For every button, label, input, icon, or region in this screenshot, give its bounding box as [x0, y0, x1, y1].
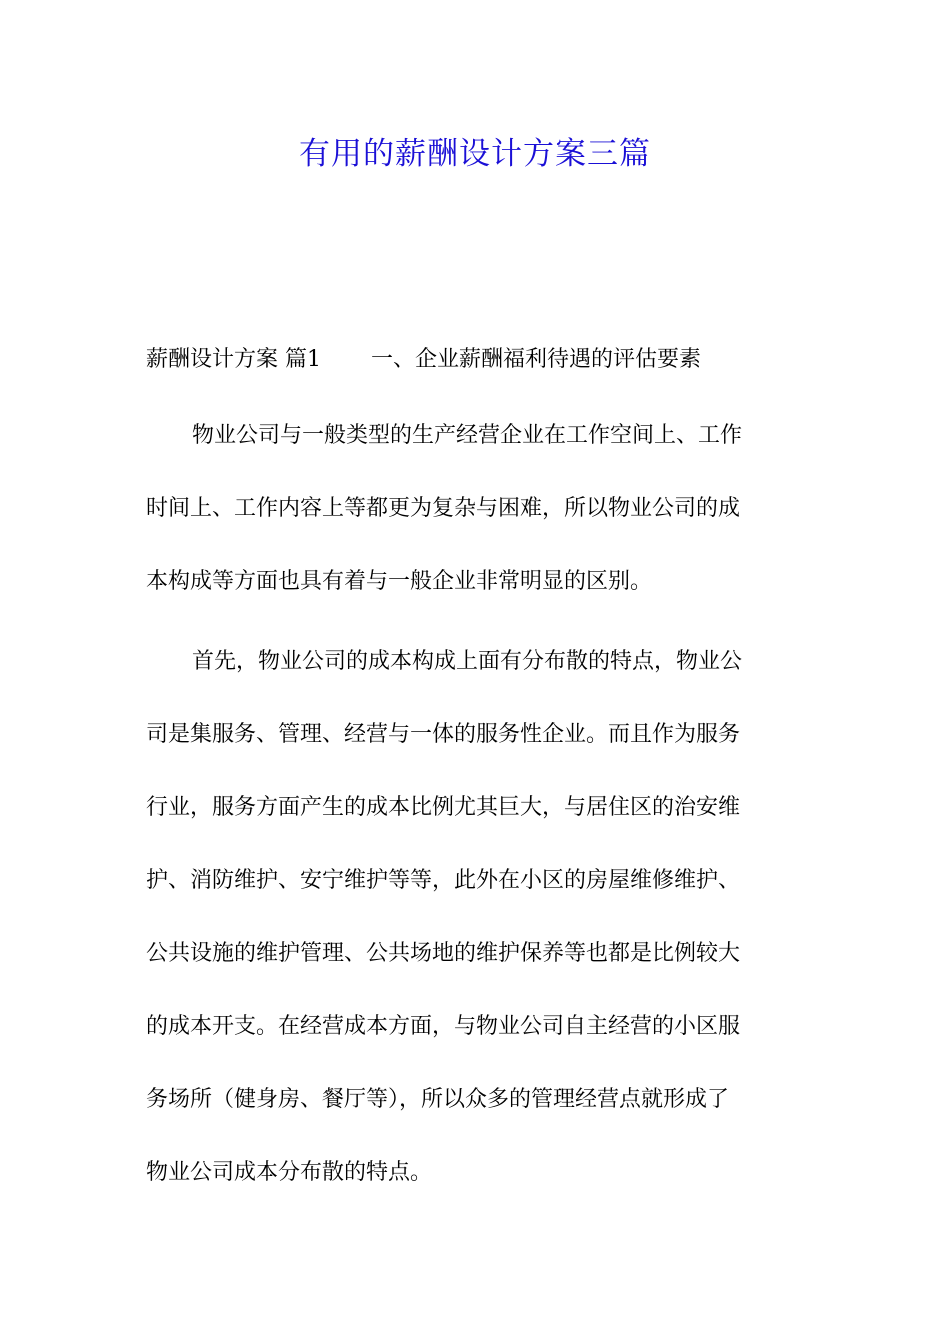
section-heading	[146, 344, 701, 376]
section-subheading: 一、企业薪酬福利待遇的评估要素	[371, 347, 702, 372]
paragraph-2	[146, 625, 806, 1209]
paragraph-line: 务场所（健身房、餐厅等），所以众多的管理经营点就形成了	[146, 1087, 730, 1112]
paragraph-line: 护、消防维护、安宁维护等等，此外在小区的房屋维修维护、	[146, 868, 741, 893]
paragraph-line: 行业，服务方面产生的成本比例尤其巨大，与居住区的治安维	[146, 795, 741, 820]
paragraph-line: 公共设施的维护管理、公共场地的维护保养等也都是比例较大	[146, 941, 741, 966]
paragraph-line: 司是集服务、管理、经营与一体的服务性企业。而且作为服务	[146, 722, 741, 747]
paragraph-line: 物业公司成本分布散的特点。	[146, 1160, 433, 1185]
paragraph-line: 本构成等方面也具有着与一般企业非常明显的区别。	[146, 569, 653, 594]
section-label: 薪酬设计方案 篇1	[146, 347, 321, 372]
paragraph-1	[146, 399, 806, 618]
paragraph-line: 首先，物业公司的成本构成上面有分布散的特点，物业公	[192, 649, 743, 674]
paragraph-line: 时间上、工作内容上等都更为复杂与困难，所以物业公司的成	[146, 496, 741, 521]
document-title: 有用的薪酬设计方案三篇	[299, 136, 651, 172]
paragraph-line: 的成本开支。在经营成本方面，与物业公司自主经营的小区服	[146, 1014, 741, 1039]
paragraph-line: 物业公司与一般类型的生产经营企业在工作空间上、工作	[192, 423, 743, 448]
